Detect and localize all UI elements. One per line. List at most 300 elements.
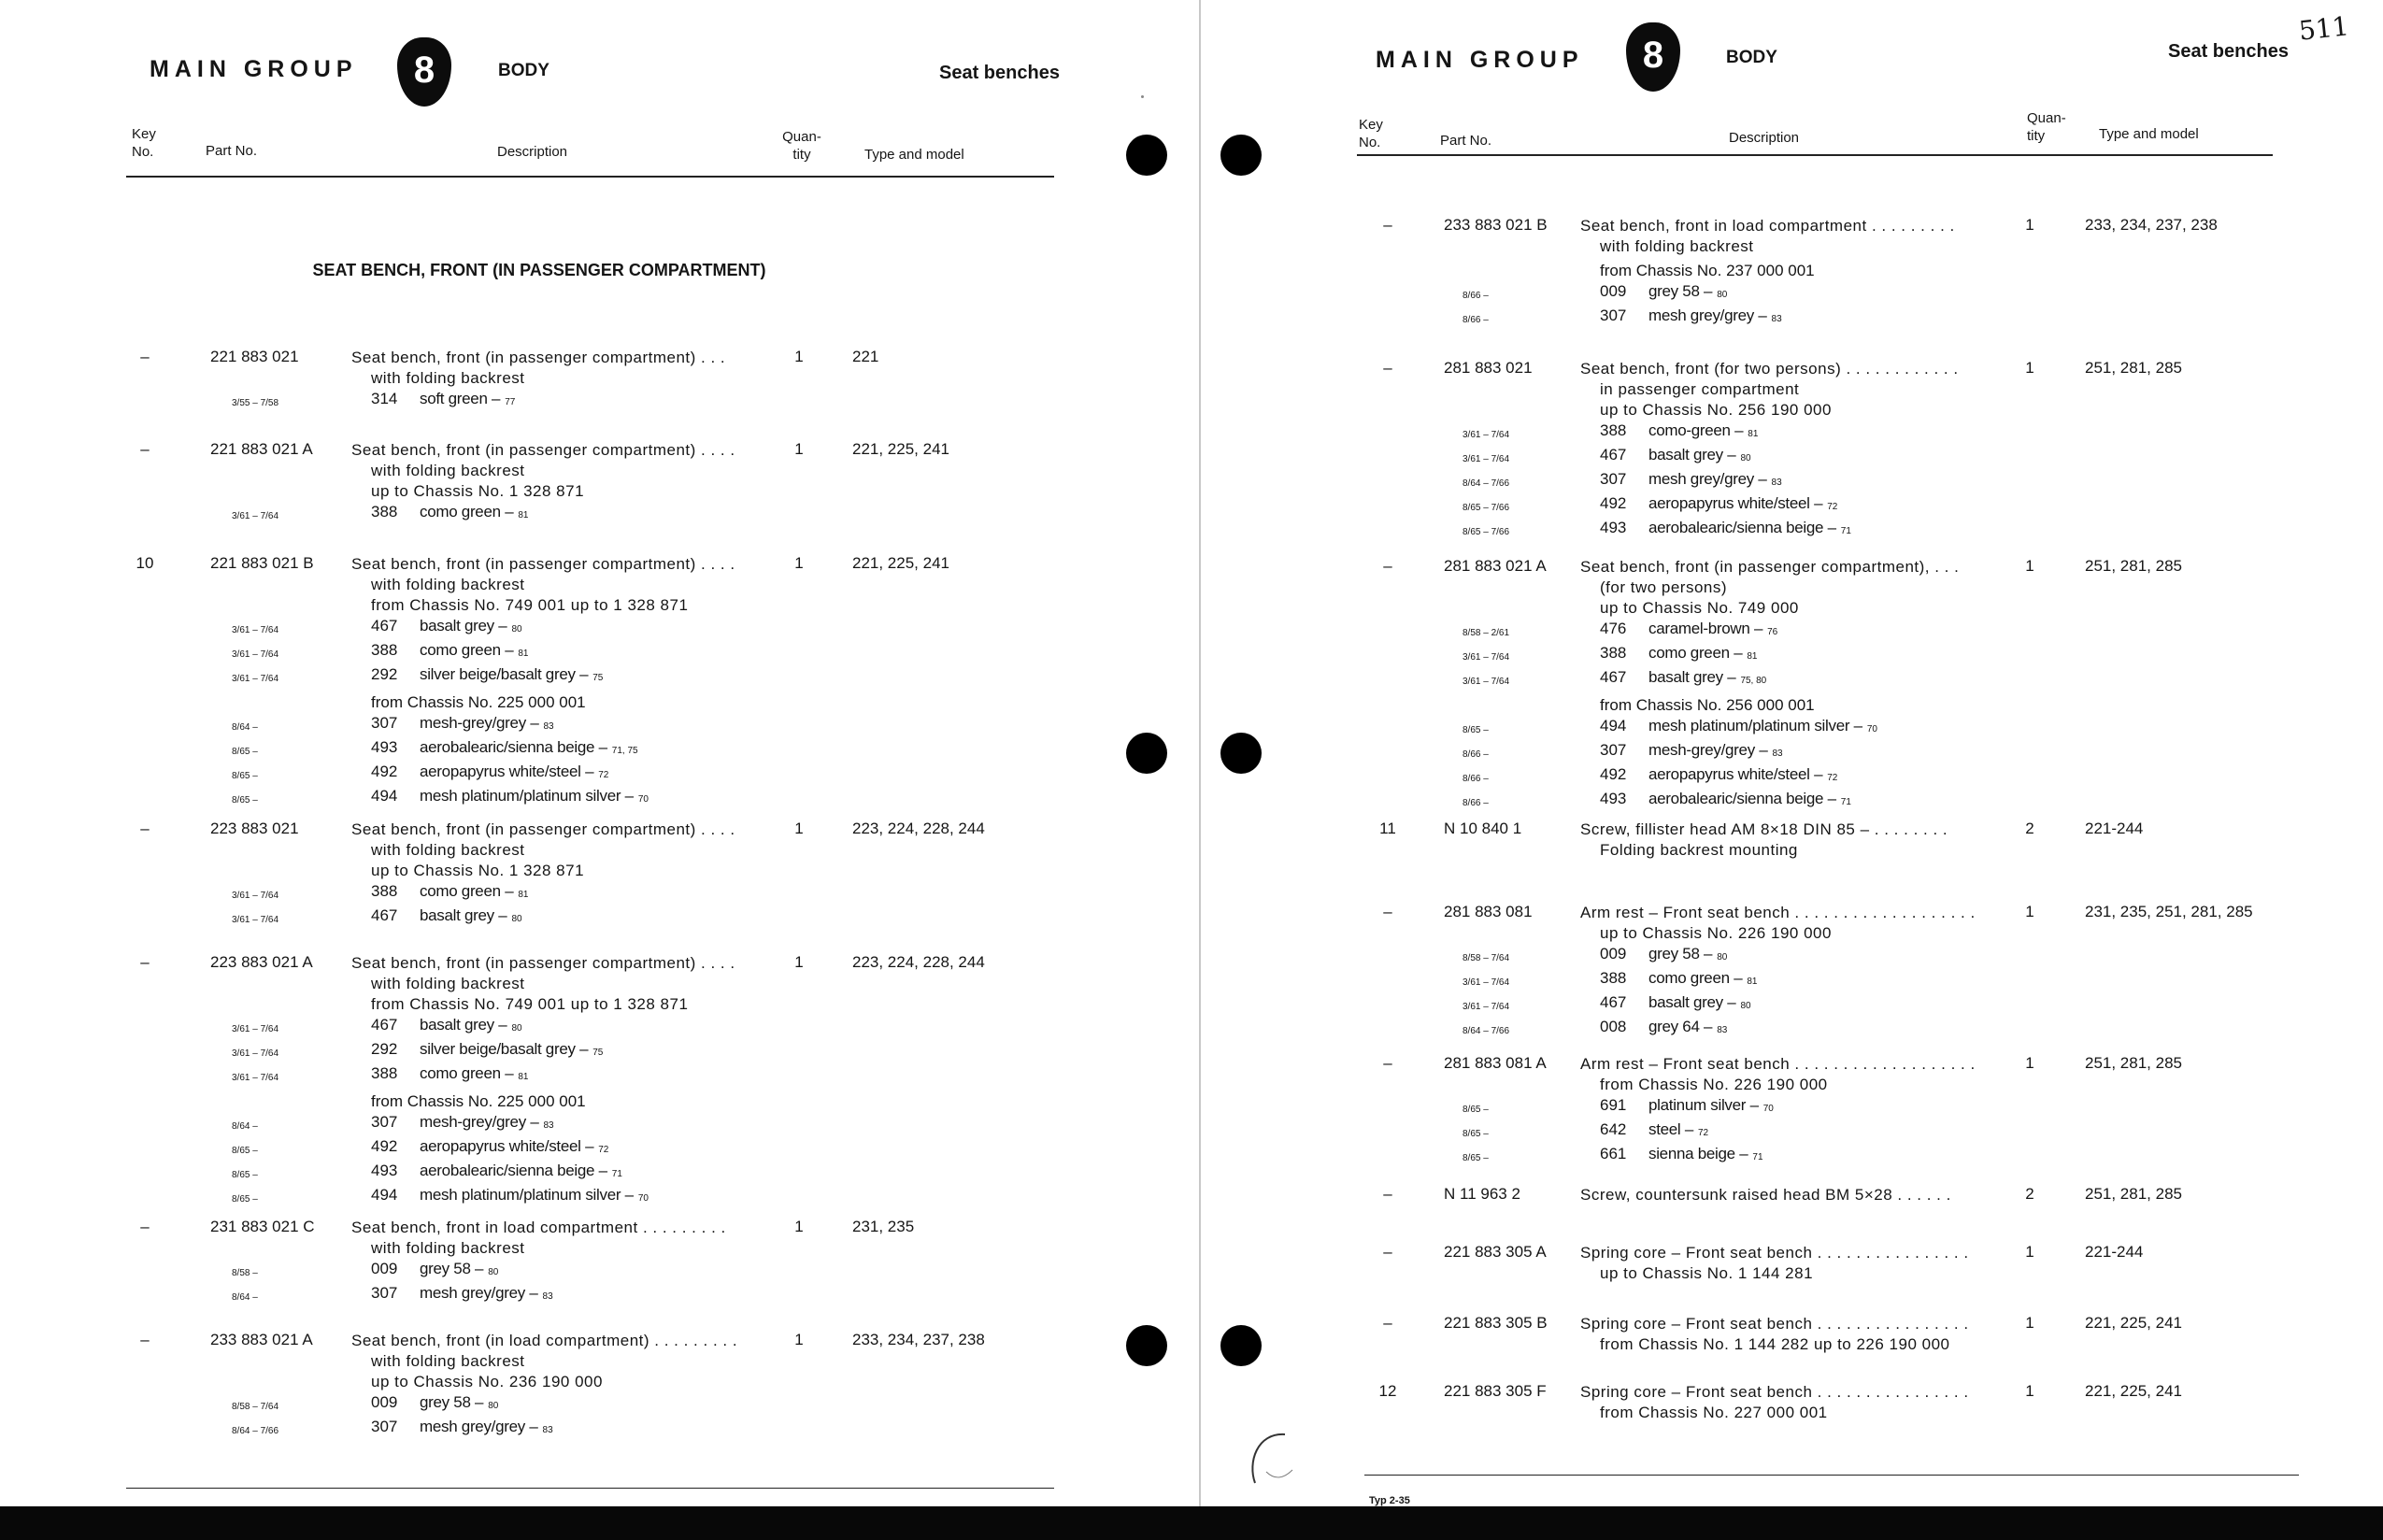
scanner-edge	[0, 1506, 2383, 1540]
description-line: up to Chassis No. 1 328 871	[371, 482, 585, 500]
description-line: with folding backrest	[1600, 237, 1754, 255]
colour-suffix: 80	[488, 1267, 499, 1277]
main-group-label: MAIN GROUP	[1376, 47, 1584, 73]
footer-rule	[126, 1488, 1054, 1489]
part-number: 233 883 021 B	[1444, 216, 1548, 234]
description-line: with folding backrest	[371, 1352, 525, 1370]
colour-name: grey 58 –	[420, 1393, 484, 1411]
colour-code: 307	[371, 714, 398, 732]
colour-name: aerobalearic/sienna beige –	[1648, 790, 1836, 807]
colour-name: grey 58 –	[420, 1260, 484, 1277]
quantity: 1	[2025, 903, 2034, 920]
colour-name: mesh platinum/platinum silver –	[420, 787, 634, 805]
colour-code: 494	[371, 787, 398, 805]
colour-code: 388	[1600, 644, 1627, 662]
description-line: (for two persons)	[1600, 578, 1728, 596]
part-number: 223 883 021 A	[210, 953, 313, 971]
key-number: –	[1383, 1054, 1392, 1072]
colour-option	[232, 1392, 737, 1417]
option-date-range: 8/66 –	[1463, 749, 1489, 760]
quantity: 1	[794, 1218, 804, 1235]
colour-name: silver beige/basalt grey –	[420, 1040, 589, 1058]
colour-code: 292	[371, 665, 398, 683]
quantity: 1	[794, 348, 804, 365]
colour-suffix: 81	[1747, 651, 1758, 662]
colour-suffix: 71	[1752, 1152, 1763, 1162]
colour-suffix: 70	[637, 1193, 649, 1204]
description-line: from Chassis No. 227 000 001	[1600, 1404, 1828, 1421]
colour-suffix: 76	[1767, 627, 1778, 637]
colour-code: 493	[371, 738, 398, 756]
colour-name: silver beige/basalt grey –	[420, 665, 589, 683]
colour-name: platinum silver –	[1648, 1096, 1759, 1114]
colour-code: 307	[1600, 470, 1627, 488]
chassis-range: from Chassis No. 237 000 001	[1600, 262, 1815, 279]
description-line: Seat bench, front in load compartment . . . . . . . . .	[351, 1219, 726, 1236]
scan-mark	[1141, 95, 1144, 98]
type-and-model: 221, 225, 241	[2085, 1314, 2182, 1332]
option-date-range: 3/61 – 7/64	[1463, 430, 1510, 440]
col-qty-header: Quan- tity	[782, 129, 821, 163]
colour-suffix: 80	[488, 1401, 499, 1411]
footer-rule	[1364, 1475, 2299, 1476]
option-date-range: 3/61 – 7/64	[232, 1073, 279, 1083]
colour-name: como-green –	[1648, 421, 1744, 439]
section-title: Seat benches	[2168, 41, 2289, 62]
colour-code: 476	[1600, 620, 1627, 637]
binder-hole	[1220, 733, 1262, 774]
colour-option	[232, 762, 735, 786]
option-date-range: 8/65 –	[232, 1170, 258, 1180]
colour-name: mesh grey/grey –	[1648, 470, 1767, 488]
colour-suffix: 83	[543, 721, 554, 732]
colour-code: 467	[1600, 993, 1627, 1011]
colour-code: 493	[371, 1162, 398, 1179]
description-line: Seat bench, front (in passenger compartment), . . .	[1580, 558, 1960, 576]
description-line: Spring core – Front seat bench . . . . . . . . . . . . . . . .	[1580, 1244, 1969, 1262]
col-qty-header: Quan- tity	[2027, 110, 2066, 144]
option-date-range: 8/64 – 7/66	[232, 1426, 279, 1436]
option-date-range: 8/65 –	[232, 795, 258, 806]
option-date-range: 3/61 – 7/64	[232, 1024, 279, 1034]
section-title: Seat benches	[939, 63, 1060, 83]
colour-code: 388	[1600, 421, 1627, 439]
colour-name: grey 58 –	[1648, 282, 1713, 300]
key-number: –	[140, 1331, 150, 1348]
description-block	[1580, 820, 1948, 861]
binder-ring-mark	[1238, 1425, 1304, 1490]
quantity: 1	[2025, 1054, 2034, 1072]
part-number: 221 883 021 B	[210, 554, 314, 572]
part-number: N 10 840 1	[1444, 820, 1522, 837]
colour-code: 314	[371, 390, 398, 407]
col-part-header: Part No.	[1440, 133, 1492, 149]
colour-code: 388	[1600, 969, 1627, 987]
description-line: Seat bench, front (in passenger compartment) . . .	[351, 349, 726, 366]
part-number: 281 883 021 A	[1444, 557, 1547, 575]
colour-name: soft green –	[420, 390, 501, 407]
description-line: Seat bench, front (for two persons) . . . . . . . . . . . .	[1580, 360, 1959, 378]
colour-suffix: 81	[518, 510, 529, 520]
col-key-header: Key No.	[1359, 117, 1383, 150]
colour-suffix: 80	[511, 624, 522, 635]
quantity: 2	[2025, 1185, 2034, 1203]
quantity: 1	[2025, 1382, 2034, 1400]
colour-suffix: 81	[518, 890, 529, 900]
colour-name: basalt grey –	[420, 906, 507, 924]
colour-suffix: 75	[592, 673, 604, 683]
colour-name: basalt grey –	[1648, 668, 1736, 686]
colour-option	[1463, 944, 1976, 968]
description-line: from Chassis No. 749 001 up to 1 328 871	[371, 596, 689, 614]
option-date-range: 3/61 – 7/64	[232, 511, 279, 521]
type-and-model: 251, 281, 285	[2085, 557, 2182, 575]
colour-suffix: 71, 75	[611, 746, 638, 756]
colour-option	[1463, 968, 1976, 992]
colour-suffix: 83	[542, 1425, 553, 1435]
colour-code: 467	[371, 906, 398, 924]
option-date-range: 8/66 –	[1463, 774, 1489, 784]
group-name: BODY	[1726, 48, 1777, 67]
colour-option	[1463, 445, 1959, 469]
key-number: –	[140, 820, 150, 837]
colour-name: steel –	[1648, 1120, 1693, 1138]
col-part-header: Part No.	[206, 143, 258, 159]
description-line: with folding backrest	[371, 462, 525, 479]
option-date-range: 3/61 – 7/64	[1463, 454, 1510, 464]
colour-code: 008	[1600, 1018, 1627, 1035]
part-number: 281 883 081 A	[1444, 1054, 1547, 1072]
option-date-range: 8/65 – 7/66	[1463, 503, 1510, 513]
description-line: from Chassis No. 749 001 up to 1 328 871	[371, 995, 689, 1013]
colour-suffix: 70	[1866, 724, 1877, 734]
colour-name: grey 64 –	[1648, 1018, 1713, 1035]
colour-code: 388	[371, 503, 398, 520]
option-date-range: 8/58 – 7/64	[232, 1402, 279, 1412]
colour-option	[232, 786, 735, 810]
colour-code: 307	[1600, 307, 1627, 324]
group-number-badge: 8	[1626, 22, 1680, 92]
colour-suffix: 72	[598, 1145, 609, 1155]
option-date-range: 8/64 –	[232, 1292, 258, 1303]
colour-option	[1463, 619, 1959, 643]
colour-suffix: 71	[611, 1169, 622, 1179]
option-date-range: 8/65 –	[1463, 1129, 1489, 1139]
key-number: –	[140, 440, 150, 458]
colour-suffix: 80	[1717, 952, 1728, 962]
type-and-model: 231, 235, 251, 281, 285	[2085, 903, 2253, 920]
colour-name: aeropapyrus white/steel –	[420, 1137, 594, 1155]
colour-option	[1463, 1095, 1976, 1119]
colour-name: mesh grey/grey –	[1648, 307, 1767, 324]
colour-suffix: 70	[1762, 1104, 1774, 1114]
colour-name: aeropapyrus white/steel –	[420, 763, 594, 780]
option-date-range: 8/66 –	[1463, 798, 1489, 808]
part-number: 231 883 021 C	[210, 1218, 315, 1235]
description-block	[1580, 1314, 1969, 1355]
colour-name: como green –	[420, 641, 514, 659]
option-date-range: 8/65 –	[232, 771, 258, 781]
key-number: –	[140, 953, 150, 971]
colour-suffix: 80	[1740, 453, 1751, 463]
part-number: 221 883 021 A	[210, 440, 313, 458]
colour-name: mesh grey/grey –	[420, 1418, 538, 1435]
colour-name: aeropapyrus white/steel –	[1648, 494, 1823, 512]
quantity: 1	[2025, 1243, 2034, 1261]
description-line: up to Chassis No. 749 000	[1600, 599, 1799, 617]
key-number: –	[1383, 1185, 1392, 1203]
option-date-range: 8/65 – 7/66	[1463, 527, 1510, 537]
left-catalog-page	[0, 0, 1199, 1506]
colour-code: 307	[1600, 741, 1627, 759]
colour-suffix: 77	[505, 397, 516, 407]
description-line: with folding backrest	[371, 576, 525, 593]
colour-name: basalt grey –	[1648, 446, 1736, 463]
description-line: with folding backrest	[371, 369, 525, 387]
colour-name: basalt grey –	[420, 1016, 507, 1034]
col-type-header: Type and model	[864, 147, 964, 163]
colour-suffix: 81	[1747, 977, 1758, 987]
colour-name: caramel-brown –	[1648, 620, 1763, 637]
colour-suffix: 72	[1698, 1128, 1709, 1138]
colour-code: 691	[1600, 1096, 1627, 1114]
colour-suffix: 71	[1840, 526, 1851, 536]
colour-option	[1463, 306, 1955, 330]
part-number: N 11 963 2	[1444, 1185, 1520, 1203]
option-date-range: 3/61 – 7/64	[232, 674, 279, 684]
part-number: 221 883 021	[210, 348, 299, 365]
type-and-model: 251, 281, 285	[2085, 1185, 2182, 1203]
colour-name: como green –	[420, 503, 514, 520]
type-and-model: 231, 235	[852, 1218, 915, 1235]
colour-code: 292	[371, 1040, 398, 1058]
option-date-range: 8/65 –	[232, 747, 258, 757]
option-date-range: 8/64 –	[232, 722, 258, 733]
colour-option	[232, 1283, 726, 1307]
option-date-range: 8/64 – 7/66	[1463, 478, 1510, 489]
colour-code: 009	[371, 1260, 398, 1277]
colour-option	[232, 664, 735, 689]
type-and-model: 221, 225, 241	[2085, 1382, 2182, 1400]
colour-code: 642	[1600, 1120, 1627, 1138]
colour-suffix: 83	[1772, 749, 1783, 759]
colour-option	[232, 1185, 735, 1209]
colour-name: mesh-grey/grey –	[1648, 741, 1768, 759]
colour-name: como green –	[420, 1064, 514, 1082]
colour-option	[1463, 992, 1976, 1017]
option-date-range: 3/61 – 7/64	[232, 1048, 279, 1059]
colour-name: basalt grey –	[420, 617, 507, 635]
option-date-range: 3/61 – 7/64	[232, 891, 279, 901]
colour-code: 307	[371, 1284, 398, 1302]
type-and-model: 221	[852, 348, 879, 365]
colour-suffix: 75	[592, 1048, 604, 1058]
type-and-model: 233, 234, 237, 238	[852, 1331, 985, 1348]
colour-option	[1463, 421, 1959, 445]
description-line: up to Chassis No. 1 328 871	[371, 862, 585, 879]
description-block	[1580, 1243, 1969, 1284]
colour-name: grey 58 –	[1648, 945, 1713, 962]
option-date-range: 3/61 – 7/64	[232, 649, 279, 660]
colour-code: 009	[371, 1393, 398, 1411]
colour-suffix: 70	[637, 794, 649, 805]
colour-name: aerobalearic/sienna beige –	[420, 1162, 607, 1179]
description-line: from Chassis No. 1 144 282 up to 226 190 000	[1600, 1335, 1950, 1353]
colour-code: 492	[371, 763, 398, 780]
key-number: –	[1383, 216, 1392, 234]
colour-code: 492	[1600, 494, 1627, 512]
key-number: –	[140, 1218, 150, 1235]
colour-code: 467	[1600, 446, 1627, 463]
key-number: –	[1383, 903, 1392, 920]
colour-option	[232, 881, 735, 905]
colour-option	[232, 905, 735, 930]
colour-code: 009	[1600, 945, 1627, 962]
type-and-model: 233, 234, 237, 238	[2085, 216, 2218, 234]
colour-name: aerobalearic/sienna beige –	[1648, 519, 1836, 536]
colour-option	[1463, 493, 1959, 518]
colour-option	[232, 1417, 737, 1441]
colour-option	[1463, 667, 1959, 692]
catalog-section-title: SEAT BENCH, FRONT (IN PASSENGER COMPARTMENT)	[312, 261, 766, 279]
colour-name: aeropapyrus white/steel –	[1648, 765, 1823, 783]
colour-code: 492	[1600, 765, 1627, 783]
quantity: 1	[794, 953, 804, 971]
colour-suffix: 81	[518, 1072, 529, 1082]
colour-code: 009	[1600, 282, 1627, 300]
quantity: 2	[2025, 820, 2034, 837]
description-line: Seat bench, front in load compartment . . . . . . . . .	[1580, 217, 1955, 235]
colour-option	[1463, 518, 1959, 542]
key-number: –	[1383, 359, 1392, 377]
description-line: from Chassis No. 226 190 000	[1600, 1076, 1828, 1093]
binder-hole	[1220, 135, 1262, 176]
colour-option	[1463, 281, 1955, 306]
option-date-range: 8/66 –	[1463, 315, 1489, 325]
colour-option	[232, 1259, 726, 1283]
colour-code: 467	[371, 617, 398, 635]
colour-code: 661	[1600, 1145, 1627, 1162]
description-line: Spring core – Front seat bench . . . . . . . . . . . . . . . .	[1580, 1383, 1969, 1401]
chassis-range: from Chassis No. 256 000 001	[1600, 696, 1815, 714]
type-and-model: 223, 224, 228, 244	[852, 820, 985, 837]
colour-option	[1463, 1144, 1976, 1168]
colour-suffix: 80	[1717, 290, 1728, 300]
part-number: 221 883 305 B	[1444, 1314, 1548, 1332]
colour-option	[1463, 1017, 1976, 1041]
key-number: –	[1383, 1243, 1392, 1261]
colour-option	[232, 389, 725, 413]
quantity: 1	[794, 554, 804, 572]
group-name: BODY	[498, 61, 549, 80]
quantity: 1	[794, 820, 804, 837]
key-number: –	[1383, 557, 1392, 575]
description-line: Screw, countersunk raised head BM 5×28 . . . . . .	[1580, 1186, 1951, 1204]
type-and-model: 221, 225, 241	[852, 554, 949, 572]
col-desc-header: Description	[1729, 130, 1800, 146]
colour-suffix: 81	[1748, 429, 1759, 439]
description-line: Seat bench, front (in passenger compartment) . . . .	[351, 441, 735, 459]
colour-option	[1463, 469, 1959, 493]
colour-code: 467	[1600, 668, 1627, 686]
right-catalog-page	[1201, 0, 2383, 1506]
key-number: –	[140, 348, 150, 365]
chassis-range: from Chassis No. 225 000 001	[371, 1092, 586, 1110]
colour-option	[1463, 1119, 1976, 1144]
header-rule	[126, 176, 1054, 178]
description-line: with folding backrest	[371, 975, 525, 992]
option-date-range: 3/61 – 7/64	[1463, 652, 1510, 663]
colour-code: 307	[371, 1418, 398, 1435]
type-and-model: 223, 224, 228, 244	[852, 953, 985, 971]
option-date-range: 8/66 –	[1463, 291, 1489, 301]
colour-option	[1463, 643, 1959, 667]
option-date-range: 3/55 – 7/58	[232, 398, 279, 408]
colour-code: 388	[371, 641, 398, 659]
option-date-range: 8/58 –	[232, 1268, 258, 1278]
option-date-range: 3/61 – 7/64	[232, 625, 279, 635]
option-date-range: 3/61 – 7/64	[232, 915, 279, 925]
colour-option	[232, 1136, 735, 1161]
description-block	[1580, 1185, 1951, 1205]
colour-name: basalt grey –	[1648, 993, 1736, 1011]
description-line: up to Chassis No. 1 144 281	[1600, 1264, 1814, 1282]
colour-option	[232, 616, 735, 640]
quantity: 1	[2025, 359, 2034, 377]
part-number: 221 883 305 A	[1444, 1243, 1547, 1261]
key-number: 10	[136, 554, 154, 572]
col-key-header: Key No.	[132, 126, 156, 160]
description-line: with folding backrest	[371, 841, 525, 859]
type-and-model: 221, 225, 241	[852, 440, 949, 458]
colour-option	[232, 737, 735, 762]
colour-code: 467	[371, 1016, 398, 1034]
colour-suffix: 83	[543, 1120, 554, 1131]
description-block	[1580, 1382, 1969, 1423]
key-number: 12	[1378, 1382, 1397, 1400]
description-line: Spring core – Front seat bench . . . . . . . . . . . . . . . .	[1580, 1315, 1969, 1333]
colour-name: como green –	[420, 882, 514, 900]
colour-suffix: 83	[542, 1291, 553, 1302]
option-date-range: 3/61 – 7/64	[1463, 1002, 1510, 1012]
colour-suffix: 71	[1840, 797, 1851, 807]
colour-suffix: 72	[1827, 773, 1838, 783]
colour-name: aerobalearic/sienna beige –	[420, 738, 607, 756]
colour-name: sienna beige –	[1648, 1145, 1748, 1162]
colour-name: mesh-grey/grey –	[420, 1113, 539, 1131]
colour-code: 494	[1600, 717, 1627, 734]
option-date-range: 8/65 –	[232, 1146, 258, 1156]
description-line: Seat bench, front (in load compartment) . . . . . . . . .	[351, 1332, 738, 1349]
description-line: Folding backrest mounting	[1600, 841, 1798, 859]
colour-suffix: 83	[1717, 1025, 1728, 1035]
colour-suffix: 80	[1740, 1001, 1751, 1011]
colour-option	[232, 1063, 735, 1088]
handwritten-page-number: 511	[2297, 10, 2351, 47]
part-number: 233 883 021 A	[210, 1331, 313, 1348]
description-line: up to Chassis No. 236 190 000	[371, 1373, 603, 1390]
main-group-label: MAIN GROUP	[150, 56, 358, 82]
description-line: in passenger compartment	[1600, 380, 1800, 398]
colour-name: como green –	[1648, 644, 1743, 662]
option-date-range: 8/64 –	[232, 1121, 258, 1132]
option-date-range: 3/61 – 7/64	[1463, 977, 1510, 988]
colour-suffix: 72	[598, 770, 609, 780]
description-line: with folding backrest	[371, 1239, 525, 1257]
colour-name: como green –	[1648, 969, 1743, 987]
colour-option	[232, 640, 735, 664]
colour-code: 493	[1600, 519, 1627, 536]
